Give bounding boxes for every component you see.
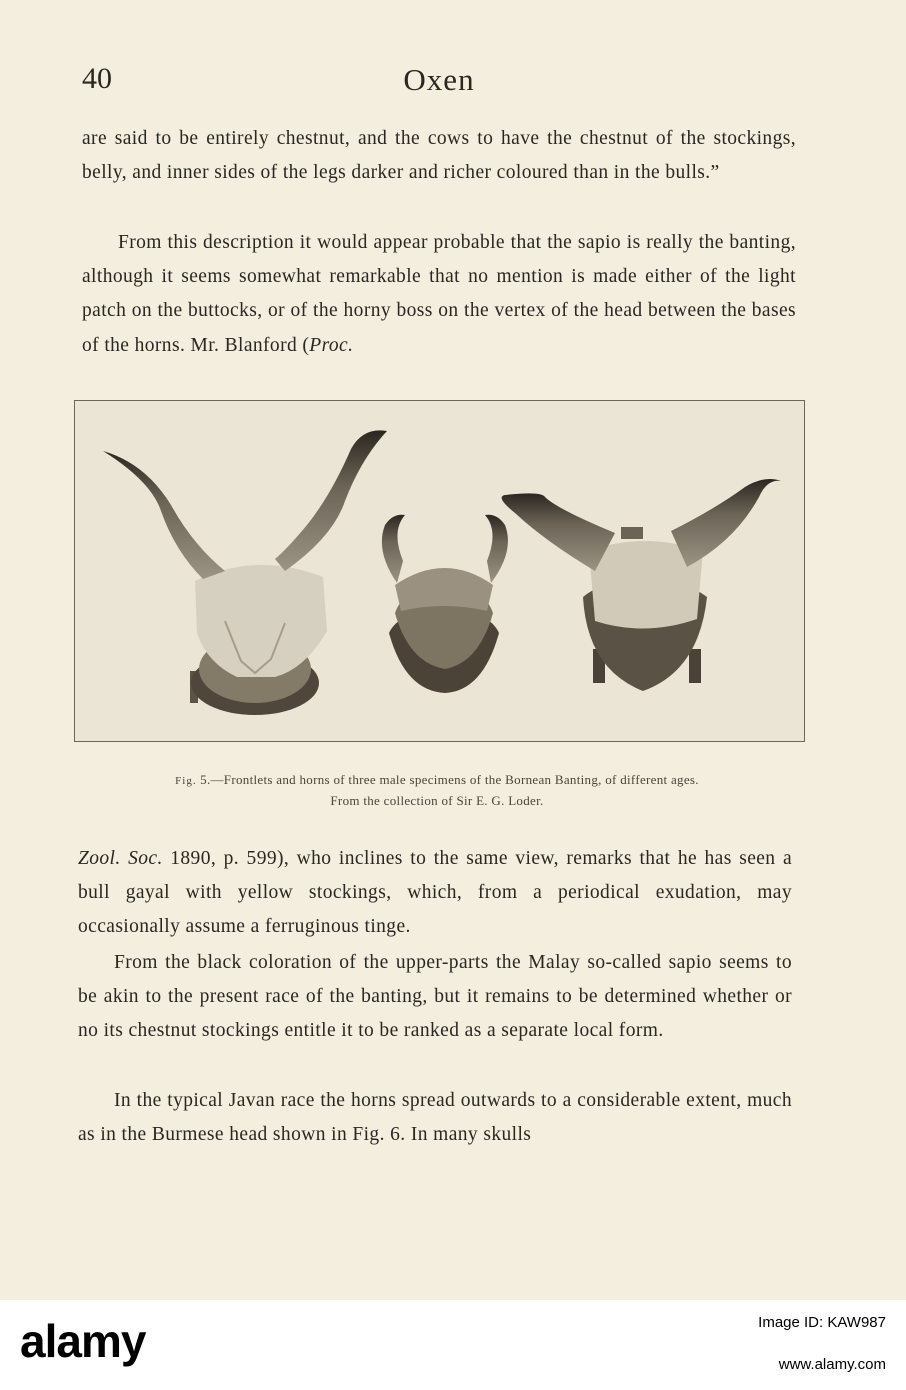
paragraph-1-text: are said to be entirely chestnut, and the cows to have the chestnut of the stockings, belly, and inner sides of the legs darker and richer coloured than in the bulls.”: [82, 128, 796, 184]
caption-line-1-text: 5.—Frontlets and horns of three male specimens of the Bornean Banting, of different ages.: [196, 772, 699, 787]
paragraph-3: [78, 842, 792, 945]
site-url[interactable]: www.alamy.com: [778, 1356, 886, 1373]
image-id: Image ID: KAW987: [758, 1314, 886, 1331]
caption-line-1: [80, 770, 794, 791]
specimen-left: [103, 430, 387, 715]
paragraph-2-text: From this description it would appear probable that the sapio is really the banting, although it seems somewhat remarkable that no mention is made either of the light patch on the buttocks, or of the horny boss on the vertex of the head between the bases of the horns. Mr. Blanford (: [82, 232, 796, 356]
paragraph-2: [82, 226, 796, 363]
specimen-center: [382, 515, 508, 693]
paragraph-5-text: In the typical Javan race the horns spread outwards to a considerable extent, much as in the Burmese head shown in Fig. 6. In many skulls: [78, 1090, 792, 1146]
running-title: Oxen: [403, 62, 475, 97]
figure-label: Fig.: [175, 775, 197, 787]
paragraph-4: [78, 946, 792, 1049]
paragraph-5: [78, 1084, 792, 1152]
paragraph-4-text: From the black coloration of the upper-parts the Malay so-called sapio seems to be akin to the present race of the banting, but it remains to be determined whether or no its chestnut stockings entitle it to be ranked as a separate local form.: [78, 952, 792, 1042]
caption-line-2: From the collection of Sir E. G. Loder.: [330, 793, 544, 808]
figure-caption: [80, 770, 794, 811]
page-number: 40: [82, 62, 112, 95]
paragraph-3-italic: Zool. Soc.: [78, 848, 163, 869]
specimen-right: [502, 479, 781, 691]
running-head: [82, 62, 796, 106]
paragraph-3-text: 1890, p. 599), who inclines to the same view, remarks that he has seen a bull gayal with yellow stockings, which, from a periodical exudation, may occasionally assume a ferruginous tinge.: [78, 848, 792, 938]
figure-plate: [74, 400, 805, 742]
stock-footer: [0, 1300, 906, 1390]
horns-illustration: [75, 401, 804, 741]
paragraph-1: [82, 122, 796, 190]
alamy-logo: alamy: [20, 1315, 146, 1367]
paragraph-2-italic: Proc.: [309, 334, 354, 356]
